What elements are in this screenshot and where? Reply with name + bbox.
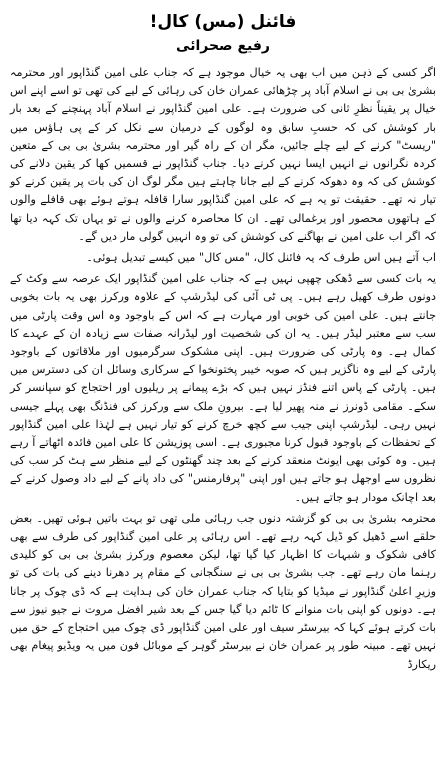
article-paragraph-3: یہ بات کسی سے ڈھکی چھپی نہیں ہے کہ جناب علی امین گنڈاپور ایک عرصہ سے وکٹ کے دونوں طرف کھیل رہے ہیں۔ پی ٹی آئی کی لیڈرشپ کے علاوہ ورکرز بھی یہ بات بخوبی جانتے ہیں۔ علی امین کی خوبی اور مہارت ہے کہ اس کے باوجود وہ اس وقت پارٹی میں سب سے معتبر لیڈر ہیں۔ یہ ان کی شخصیت اور لیڈرانہ صفات سے زیادہ ان کے عہدے کا کمال ہے۔ وہ پارٹی کی ضرورت ہیں۔ اپنی مشکوک سرگرمیوں اور ملاقاتوں کے باوجود پارٹی کے لیے وہ ناگزیر ہیں کہ صوبہ خیبر پختونخوا کے سرکاری وسائل ان کی دسترس میں ہیں۔ پارٹی کے پاس اتنے فنڈز نہیں ہیں کہ بڑے پیمانے پر ریلیوں اور احتجاج کو سپانسر کر سکے۔ مقامی ڈونرز نے منہ پھیر لیا ہے۔ بیرونِ ملک سے ورکرز کی فنڈنگ بھی پہلے جیسی نہیں رہی۔ لیڈرشپ اپنی جیب سے کچھ خرچ کرنے کو تیار نہیں ہے لہٰذا علی امین گنڈاپور کے تحفظات کے باوجود قبول کرنا مجبوری ہے۔ اسی پوزیشن کا علی امین فائدہ اٹھاتے آ رہے ہیں۔ وہ کوئی بھی ایونٹ منعقد کرنے کے بعد چند گھنٹوں کے لیے منظر سے ہٹ کر سب کی نظروں سے اوجھل ہو جاتے ہیں اور اپنی "پرفارمنس" کی داد پانے کے لیے داد وصول کرنے کے بعد اچانک مودار ہو جاتے ہیں۔ <box>10 272 436 504</box>
article-paragraph-2: اب آتے ہیں اس طرف کہ یہ فائنل کال، "مس کال" میں کیسے تبدیل ہوئی۔ <box>86 251 436 265</box>
article-paragraph-4: محترمہ بشریٰ بی بی کو گزشتہ دنوں جب رہائی ملی تھی تو بہت باتیں ہوئی تھیں۔ بعض حلقے اسے ڈھیل کو ڈیل کہہ رہے تھے۔ اس رہائی پر علی امین گنڈاپور کی طرف سے بھی کافی شکوک و شبہات کا اظہار کیا گیا تھا، لیکن معصوم ورکرز بشریٰ بی بی کو کلیدی رہنما مان رہے تھے۔ جب بشریٰ بی بی نے سنگجانی کے مقام پر دھرنا دینے کی بات کی تو وزیرِ اعلیٰ گنڈاپور نے میڈیا کو بتایا کہ جناب عمران خان کی ہدایت ہے کہ ڈی چوک پر جانا ہے۔ دونوں کو اپنی بات منوانے کا ٹائم دیا گیا جس کے بعد شیر افضل مروت نے جیو نیوز سے بات کرتے ہوئے کہا کہ بیرسٹر سیف اور علی امین گنڈاپور ڈی چوک میں احتجاج کے حق میں نہیں تھے۔ مبینہ طور پر عمران خان نے بیرسٹر گوہر کے موبائل فون میں یہ ویڈیو پیغام بھی ریکارڈ <box>10 511 436 671</box>
article-paragraph-1: اگر کسی کے ذہن میں اب بھی یہ خیال موجود ہے کہ جناب علی امین گنڈاپور اور محترمہ بشریٰ بی بی نے اسلام آباد پر چڑھائی عمران خان کی رہائی کے لیے کی تھی تو اسے اپنے اس خیال پر یقیناً نظرِ ثانی کی ضرورت ہے۔ علی امین گنڈاپور نے اسلام آباد پہنچنے کے بعد بار بار کوشش کی کہ حسبِ سابق وہ لوگوں کے درمیان سے نکل کر کے پی ہاؤس میں "ریسٹ" کرنے کے لیے چلے جائیں، مگر ان کے راہ گیر اور محترمہ بشریٰ بی بی کے متعین کردہ نگرانوں نے انہیں ایسا نہیں کرنے دیا۔ جناب گنڈاپور نے قسمیں کھا کر یقین دلانے کی کوشش کی کہ وہ دھوکہ کرنے کے لیے جانا چاہتے ہیں مگر لوگ ان کی بات پر یقین کرنے کو تیار نہ تھے۔ حقیقت تو یہ ہے کہ علی امین گنڈاپور سارا قافلہ ہوتے ہوئے بھی قافلے والوں کے ہاتھوں محصور اور یرغمالی تھے۔ ان کا محاصرہ کرنے والوں نے تو یہاں تک کہہ دیا تھا کہ اگر اب علی امین نے بھاگنے کی کوشش کی تو وہ انہیں گولی مار دیں گے۔ <box>10 66 436 243</box>
article-title: فائنل (مس) کال! <box>149 12 297 32</box>
author-byline: رفیع صحرائی <box>176 38 270 54</box>
